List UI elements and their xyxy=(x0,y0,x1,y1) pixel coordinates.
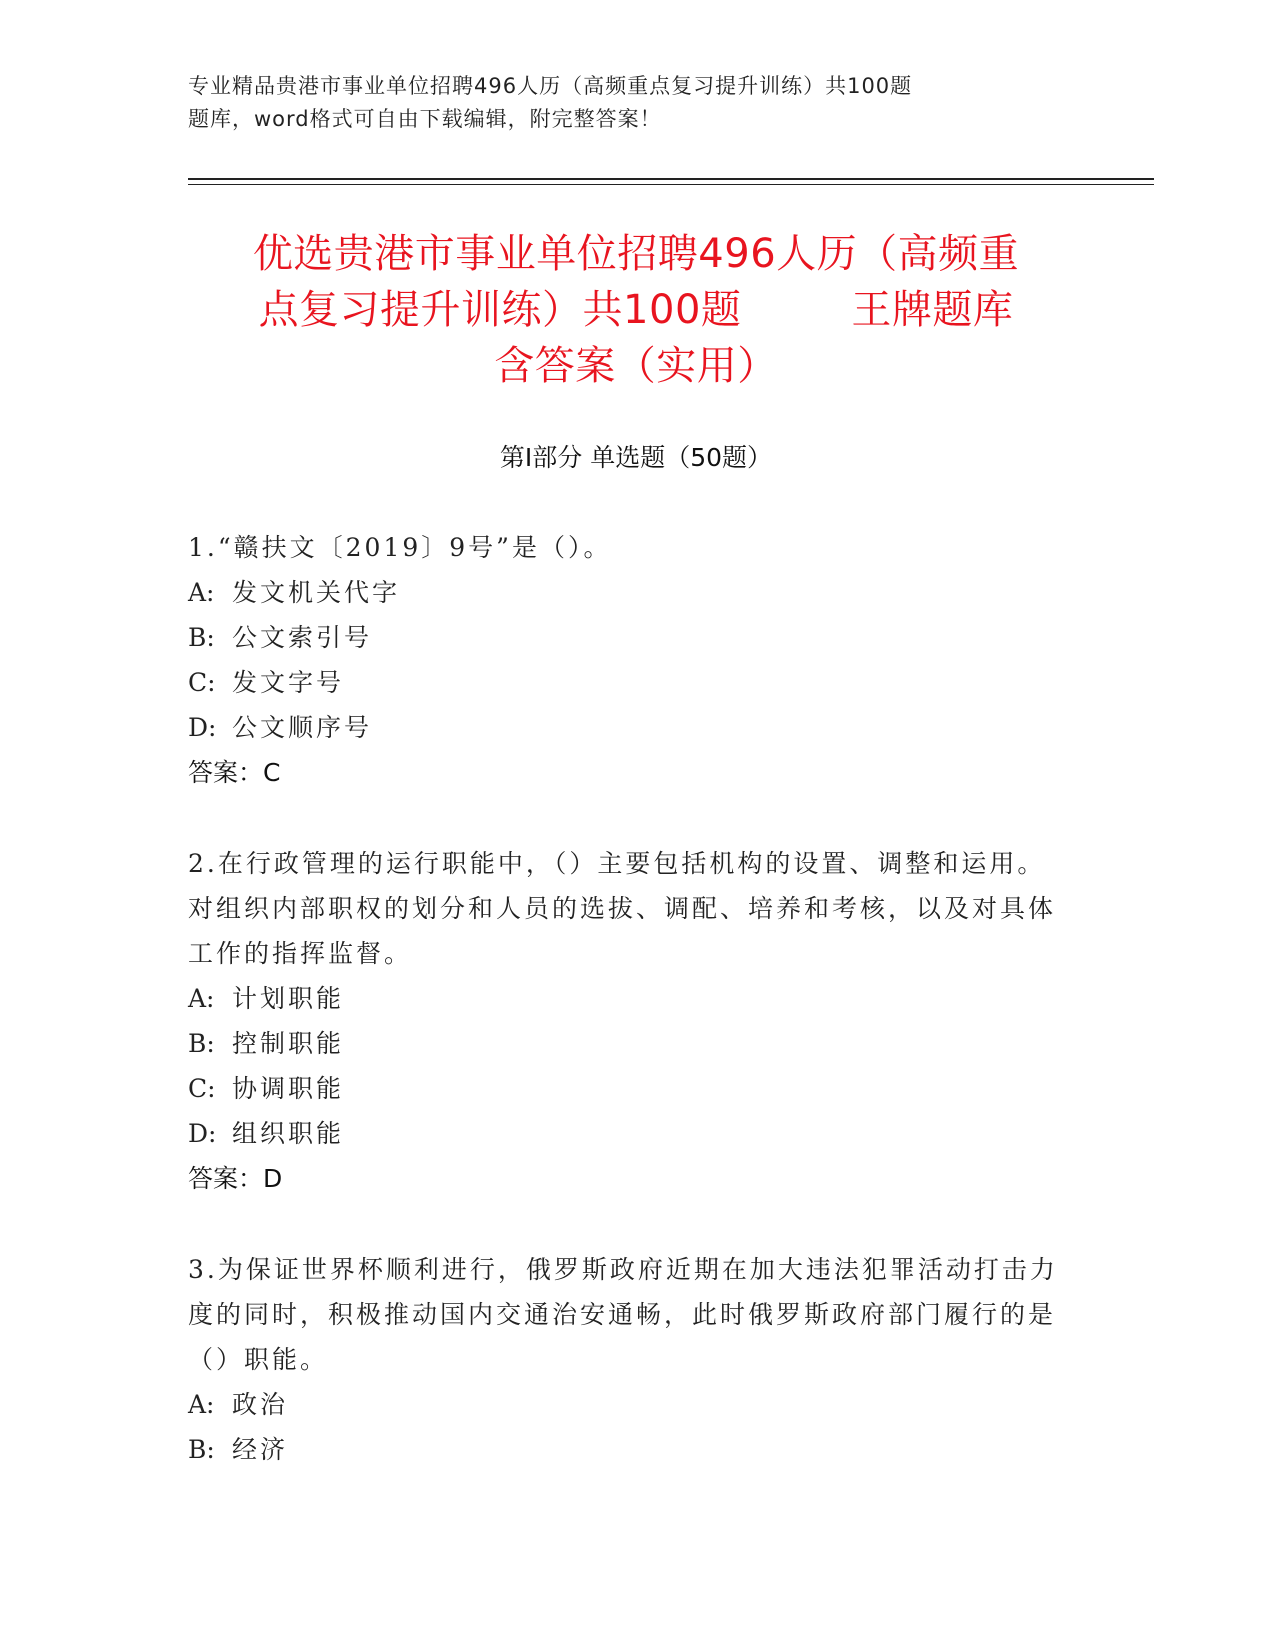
option-c xyxy=(188,1066,1068,1111)
answer: 答案：C xyxy=(188,758,281,787)
option-label: D: xyxy=(188,713,217,742)
title-line-3: 含答案（实用） xyxy=(494,343,778,389)
option-a xyxy=(188,570,1068,615)
option-text: 协调职能 xyxy=(232,1074,345,1103)
option-label: A: xyxy=(188,984,215,1013)
option-text: 经济 xyxy=(232,1435,289,1464)
option-label: C: xyxy=(188,1074,216,1103)
option-text: 计划职能 xyxy=(232,984,345,1013)
title-line-2a: 点复习提升训练）共100题 xyxy=(258,287,742,333)
option-text: 公文索引号 xyxy=(232,623,373,652)
question-1 xyxy=(188,525,1068,795)
option-label: A: xyxy=(188,578,215,607)
header-rule-thick xyxy=(188,178,1154,180)
question-2 xyxy=(188,841,1068,1201)
option-label: C: xyxy=(188,668,216,697)
option-label: A: xyxy=(188,1390,215,1419)
option-a xyxy=(188,976,1068,1021)
title-line-2 xyxy=(188,282,1084,338)
option-text: 发文字号 xyxy=(232,668,345,697)
title-line-2b: 王牌题库 xyxy=(851,287,1014,333)
option-b xyxy=(188,615,1068,660)
option-label: D: xyxy=(188,1119,217,1148)
option-label: B: xyxy=(188,1435,215,1464)
option-label: B: xyxy=(188,1029,215,1058)
title-line-1: 优选贵港市事业单位招聘496人历（高频重 xyxy=(252,231,1020,277)
option-text: 公文顺序号 xyxy=(232,713,373,742)
option-a xyxy=(188,1382,1068,1427)
option-b xyxy=(188,1021,1068,1066)
header-note xyxy=(188,70,1048,136)
option-c xyxy=(188,660,1068,705)
header-note-line-1: 专业精品贵港市事业单位招聘496人历（高频重点复习提升训练）共100题 xyxy=(188,74,913,98)
document-title xyxy=(188,226,1084,394)
question-list xyxy=(188,525,1068,1518)
question-stem: 3.为保证世界杯顺利进行，俄罗斯政府近期在加大违法犯罪活动打击力度的同时，积极推动国内交通治安通畅，此时俄罗斯政府部门履行的是（）职能。 xyxy=(188,1255,1058,1374)
option-d xyxy=(188,1111,1068,1156)
option-text: 发文机关代字 xyxy=(232,578,401,607)
option-text: 政治 xyxy=(232,1390,289,1419)
question-stem: 2.在行政管理的运行职能中，（）主要包括机构的设置、调整和运用。对组织内部职权的划分和人员的选拔、调配、培养和考核，以及对具体工作的指挥监督。 xyxy=(188,849,1057,968)
option-b xyxy=(188,1427,1068,1472)
answer: 答案：D xyxy=(188,1164,283,1193)
option-text: 控制职能 xyxy=(232,1029,345,1058)
question-stem: 1.“赣扶文〔2019〕9号”是（）。 xyxy=(188,533,612,562)
option-label: B: xyxy=(188,623,215,652)
question-3 xyxy=(188,1247,1068,1472)
section-heading: 第Ⅰ部分 单选题（50题） xyxy=(499,443,773,472)
option-text: 组织职能 xyxy=(232,1119,345,1148)
header-rule-thin xyxy=(188,184,1154,185)
option-d xyxy=(188,705,1068,750)
header-note-line-2: 题库，word格式可自由下载编辑，附完整答案！ xyxy=(188,107,662,131)
